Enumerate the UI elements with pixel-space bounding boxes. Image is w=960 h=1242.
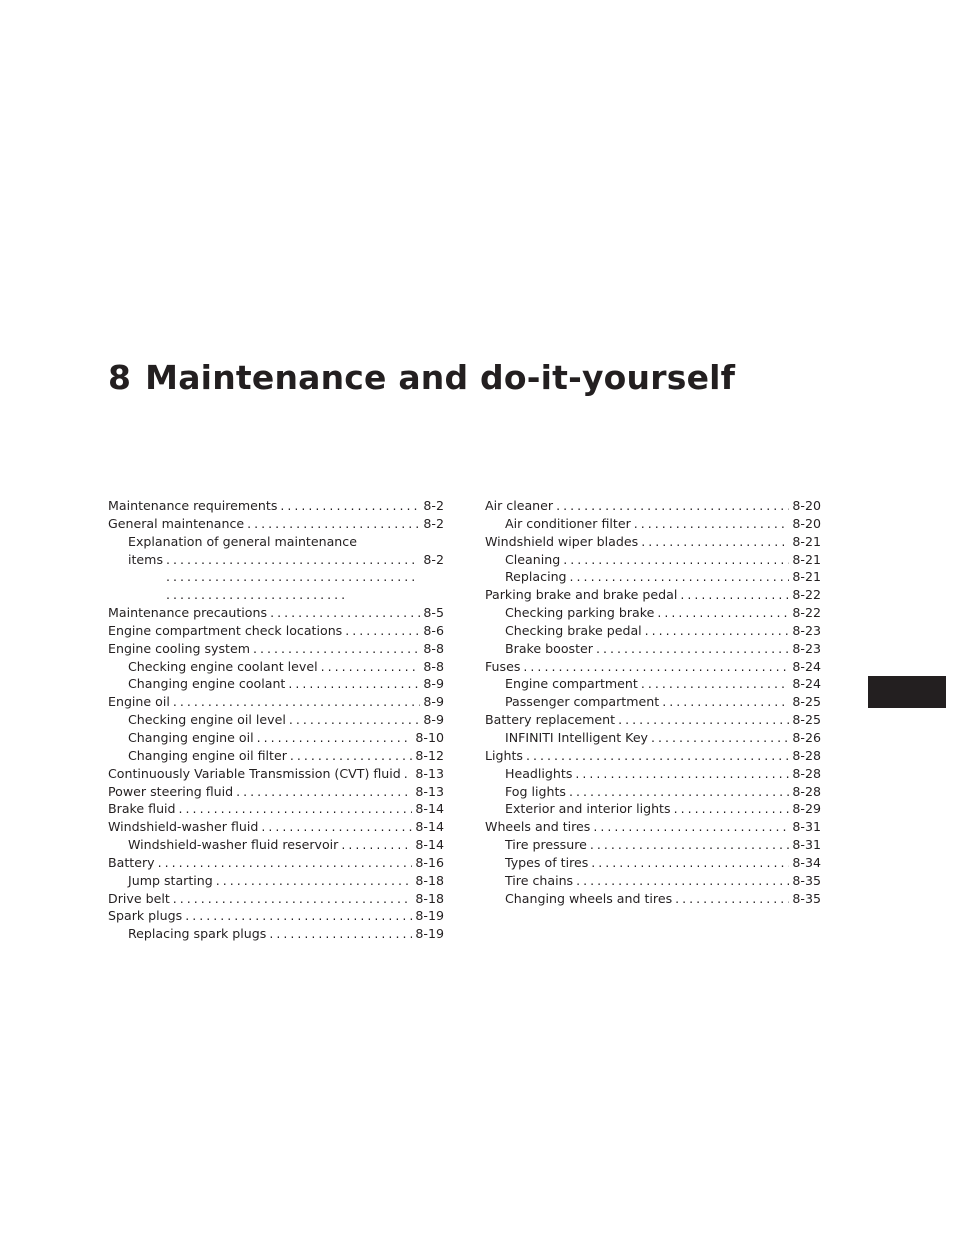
dot-leader — [404, 765, 413, 783]
dot-leader — [662, 693, 789, 711]
toc-entry-page: 8-21 — [792, 569, 821, 585]
toc-entry[interactable] — [108, 890, 444, 908]
toc-entry-page: 8-8 — [423, 640, 444, 656]
toc-entry-page: 8-12 — [415, 747, 444, 763]
toc-entry-label: Maintenance precautions — [108, 605, 268, 621]
toc-entry[interactable] — [485, 658, 821, 676]
dot-leader — [321, 658, 421, 676]
toc-right-column — [485, 497, 821, 907]
chapter-number: 8 — [108, 358, 132, 397]
toc-entry[interactable] — [485, 765, 821, 783]
toc-entry[interactable] — [485, 622, 821, 640]
toc-entry-page: 8-34 — [792, 854, 821, 870]
dot-leader — [173, 693, 421, 711]
toc-entry-label: Changing engine oil filter — [128, 747, 287, 763]
toc-entry-page: 8-14 — [415, 837, 444, 853]
dot-leader — [280, 497, 420, 515]
dot-leader — [523, 658, 789, 676]
toc-entry-page: 8-16 — [415, 854, 444, 870]
toc-entry[interactable] — [485, 729, 821, 747]
dot-leader — [596, 640, 789, 658]
toc-entry[interactable] — [108, 818, 444, 836]
toc-entry[interactable] — [485, 890, 821, 908]
dot-leader — [576, 872, 789, 890]
toc-entry-label: Explanation of general maintenance — [128, 533, 357, 549]
toc-entry-label: Checking brake pedal — [505, 622, 642, 638]
toc-entry[interactable] — [108, 533, 444, 604]
toc-entry[interactable] — [485, 836, 821, 854]
toc-entry-label: Air conditioner filter — [505, 515, 631, 531]
toc-entry[interactable] — [485, 568, 821, 586]
toc-entry[interactable] — [108, 497, 444, 515]
toc-entry-page: 8-21 — [792, 551, 821, 567]
toc-entry-label: Drive belt — [108, 890, 170, 906]
toc-entry-page: 8-20 — [792, 498, 821, 513]
toc-entry-page: 8-9 — [423, 676, 444, 692]
toc-entry[interactable] — [485, 747, 821, 765]
toc-entry-page: 8-2 — [423, 551, 444, 567]
toc-entry-label: Checking engine oil level — [128, 712, 286, 728]
toc-entry-page: 8-25 — [792, 712, 821, 728]
toc-entry-label: Spark plugs — [108, 908, 183, 924]
toc-entry[interactable] — [485, 854, 821, 872]
dot-leader — [253, 640, 420, 658]
toc-entry-label: Lights — [485, 747, 523, 763]
toc-entry-label: Air cleaner — [485, 498, 554, 513]
dot-leader — [556, 497, 789, 515]
dot-leader — [618, 711, 789, 729]
dot-leader — [591, 854, 789, 872]
toc-entry-page: 8-22 — [792, 587, 821, 603]
toc-entry[interactable] — [108, 675, 444, 693]
toc-entry-page: 8-2 — [423, 515, 444, 531]
dot-leader — [651, 729, 789, 747]
toc-entry[interactable] — [485, 711, 821, 729]
toc-entry-label: Checking engine coolant level — [128, 658, 318, 674]
toc-entry[interactable] — [108, 658, 444, 676]
toc-entry[interactable] — [108, 800, 444, 818]
dot-leader — [158, 854, 413, 872]
dot-leader — [680, 586, 789, 604]
dot-leader — [185, 907, 412, 925]
toc-entry-label: Cleaning — [505, 551, 561, 567]
dot-leader — [641, 675, 790, 693]
toc-entry-label: Battery — [108, 854, 155, 870]
toc-entry-label: Tire chains — [505, 872, 574, 888]
dot-leader — [570, 568, 790, 586]
toc-entry[interactable] — [108, 907, 444, 925]
toc-entry[interactable] — [108, 729, 444, 747]
toc-entry[interactable] — [108, 604, 444, 622]
toc-entry[interactable] — [485, 533, 821, 551]
dot-leader — [269, 925, 412, 943]
chapter-tab-marker — [868, 676, 946, 708]
toc-entry-label: Replacing spark plugs — [128, 926, 267, 942]
toc-entry[interactable] — [108, 711, 444, 729]
toc-entry-page: 8-18 — [415, 872, 444, 888]
toc-entry-label: Wheels and tires — [485, 819, 591, 835]
toc-entry-page: 8-23 — [792, 640, 821, 656]
toc-entry-label: Battery replacement — [485, 712, 616, 728]
toc-entry-page: 8-29 — [792, 801, 821, 817]
dot-leader — [236, 783, 412, 801]
dot-leader — [288, 675, 420, 693]
toc-entry-page: 8-5 — [423, 605, 444, 621]
toc-entry[interactable] — [485, 872, 821, 890]
toc-entry[interactable] — [485, 640, 821, 658]
toc-entry-page: 8-8 — [423, 658, 444, 674]
toc-entry[interactable] — [108, 515, 444, 533]
toc-entry-label: Engine compartment check locations — [108, 622, 343, 638]
dot-leader — [247, 515, 420, 533]
dot-leader — [590, 836, 790, 854]
dot-leader — [575, 765, 789, 783]
toc-entry-label-continued: items — [128, 551, 164, 567]
toc-left-column — [108, 497, 444, 943]
toc-entry[interactable] — [108, 836, 444, 854]
toc-entry-label: Headlights — [505, 765, 573, 781]
toc-entry[interactable] — [108, 622, 444, 640]
toc-entry-label: Brake fluid — [108, 801, 176, 817]
toc-entry[interactable] — [485, 497, 821, 515]
chapter-title — [108, 358, 735, 397]
toc-entry[interactable] — [108, 783, 444, 801]
toc-entry-label: Types of tires — [505, 854, 589, 870]
toc-entry-page: 8-13 — [415, 783, 444, 799]
dot-leader — [290, 747, 413, 765]
toc-entry-page: 8-19 — [415, 926, 444, 942]
toc-entry-label: Engine compartment — [505, 676, 638, 692]
toc-entry-label: Exterior and interior lights — [505, 801, 671, 817]
toc-entry[interactable] — [485, 551, 821, 569]
toc-entry-label: Passenger compartment — [505, 694, 660, 710]
toc-entry-page: 8-31 — [792, 819, 821, 835]
toc-entry[interactable] — [108, 854, 444, 872]
toc-entry[interactable] — [485, 675, 821, 693]
dot-leader — [634, 515, 790, 533]
dot-leader — [526, 747, 789, 765]
dot-leader — [341, 836, 412, 854]
toc-entry-label: Jump starting — [128, 872, 213, 888]
toc-entry-page: 8-9 — [423, 694, 444, 710]
toc-entry-label: Continuously Variable Transmission (CVT) fluid — [108, 765, 401, 781]
toc-entry[interactable] — [108, 747, 444, 765]
toc-entry-page: 8-35 — [792, 890, 821, 906]
toc-entry-label: INFINITI Intelligent Key — [505, 729, 649, 745]
toc-entry[interactable] — [485, 586, 821, 604]
toc-entry-label: Parking brake and brake pedal — [485, 587, 678, 603]
toc-entry[interactable] — [485, 783, 821, 801]
toc-entry-page: 8-18 — [415, 890, 444, 906]
toc-entry-label: Maintenance requirements — [108, 498, 278, 513]
dot-leader — [563, 551, 789, 569]
toc-entry-page: 8-10 — [415, 729, 444, 745]
toc-entry-page: 8-14 — [415, 801, 444, 817]
toc-entry[interactable] — [485, 693, 821, 711]
toc-entry-page: 8-14 — [415, 819, 444, 835]
toc-entry-page: 8-22 — [792, 605, 821, 621]
toc-entry-label: Power steering fluid — [108, 783, 234, 799]
dot-leader — [657, 604, 789, 622]
toc-entry-label: Fuses — [485, 658, 521, 674]
dot-leader — [345, 622, 420, 640]
dot-leader — [261, 818, 412, 836]
dot-leader — [569, 783, 789, 801]
dot-leader — [674, 800, 790, 818]
dot-leader — [257, 729, 413, 747]
toc-entry-page: 8-6 — [423, 622, 444, 638]
toc-entry-label: Changing engine oil — [128, 729, 254, 745]
dot-leader — [593, 818, 789, 836]
toc-entry-label: Engine cooling system — [108, 640, 251, 656]
dot-leader — [166, 551, 420, 605]
toc-entry-label: Checking parking brake — [505, 605, 655, 621]
toc-entry-page: 8-35 — [792, 872, 821, 888]
toc-entry-label: Windshield-washer fluid reservoir — [128, 837, 339, 853]
toc-entry-label: Changing engine coolant — [128, 676, 286, 692]
toc-entry-page: 8-13 — [415, 765, 444, 781]
toc-entry[interactable] — [485, 604, 821, 622]
toc-entry-page: 8-9 — [423, 712, 444, 728]
toc-entry[interactable] — [108, 925, 444, 943]
dot-leader — [675, 890, 789, 908]
toc-entry-label: Windshield-washer fluid — [108, 819, 259, 835]
toc-entry-label: Engine oil — [108, 694, 170, 710]
toc-entry-label: Fog lights — [505, 783, 566, 799]
toc-entry-page: 8-24 — [792, 658, 821, 674]
toc-entry-page: 8-28 — [792, 765, 821, 781]
toc-entry-page: 8-26 — [792, 729, 821, 745]
toc-entry-label: Windshield wiper blades — [485, 533, 639, 549]
toc-entry-page: 8-28 — [792, 747, 821, 763]
toc-entry[interactable] — [108, 693, 444, 711]
toc-entry-label: Brake booster — [505, 640, 593, 656]
toc-entry-page: 8-19 — [415, 908, 444, 924]
toc-entry-label: Tire pressure — [505, 837, 587, 853]
toc-entry-page: 8-20 — [792, 515, 821, 531]
toc-entry-page: 8-31 — [792, 837, 821, 853]
toc-entry-page: 8-21 — [792, 533, 821, 549]
toc-entry-page: 8-28 — [792, 783, 821, 799]
toc-entry[interactable] — [485, 515, 821, 533]
dot-leader — [645, 622, 790, 640]
dot-leader — [173, 890, 413, 908]
dot-leader — [179, 800, 413, 818]
toc-entry[interactable] — [485, 800, 821, 818]
toc-entry[interactable] — [108, 765, 444, 783]
toc-entry-page: 8-2 — [423, 498, 444, 513]
toc-entry-page: 8-23 — [792, 622, 821, 638]
dot-leader — [270, 604, 420, 622]
toc-entry[interactable] — [108, 872, 444, 890]
dot-leader — [289, 711, 421, 729]
toc-entry-label: General maintenance — [108, 515, 245, 531]
toc-entry[interactable] — [485, 818, 821, 836]
dot-leader — [641, 533, 789, 551]
toc-entry-page: 8-24 — [792, 676, 821, 692]
toc-entry-label: Replacing — [505, 569, 567, 585]
toc-entry[interactable] — [108, 640, 444, 658]
chapter-title-text: Maintenance and do-it-yourself — [145, 358, 736, 397]
dot-leader — [216, 872, 413, 890]
toc-entry-label: Changing wheels and tires — [505, 890, 673, 906]
toc-entry-page: 8-25 — [792, 694, 821, 710]
